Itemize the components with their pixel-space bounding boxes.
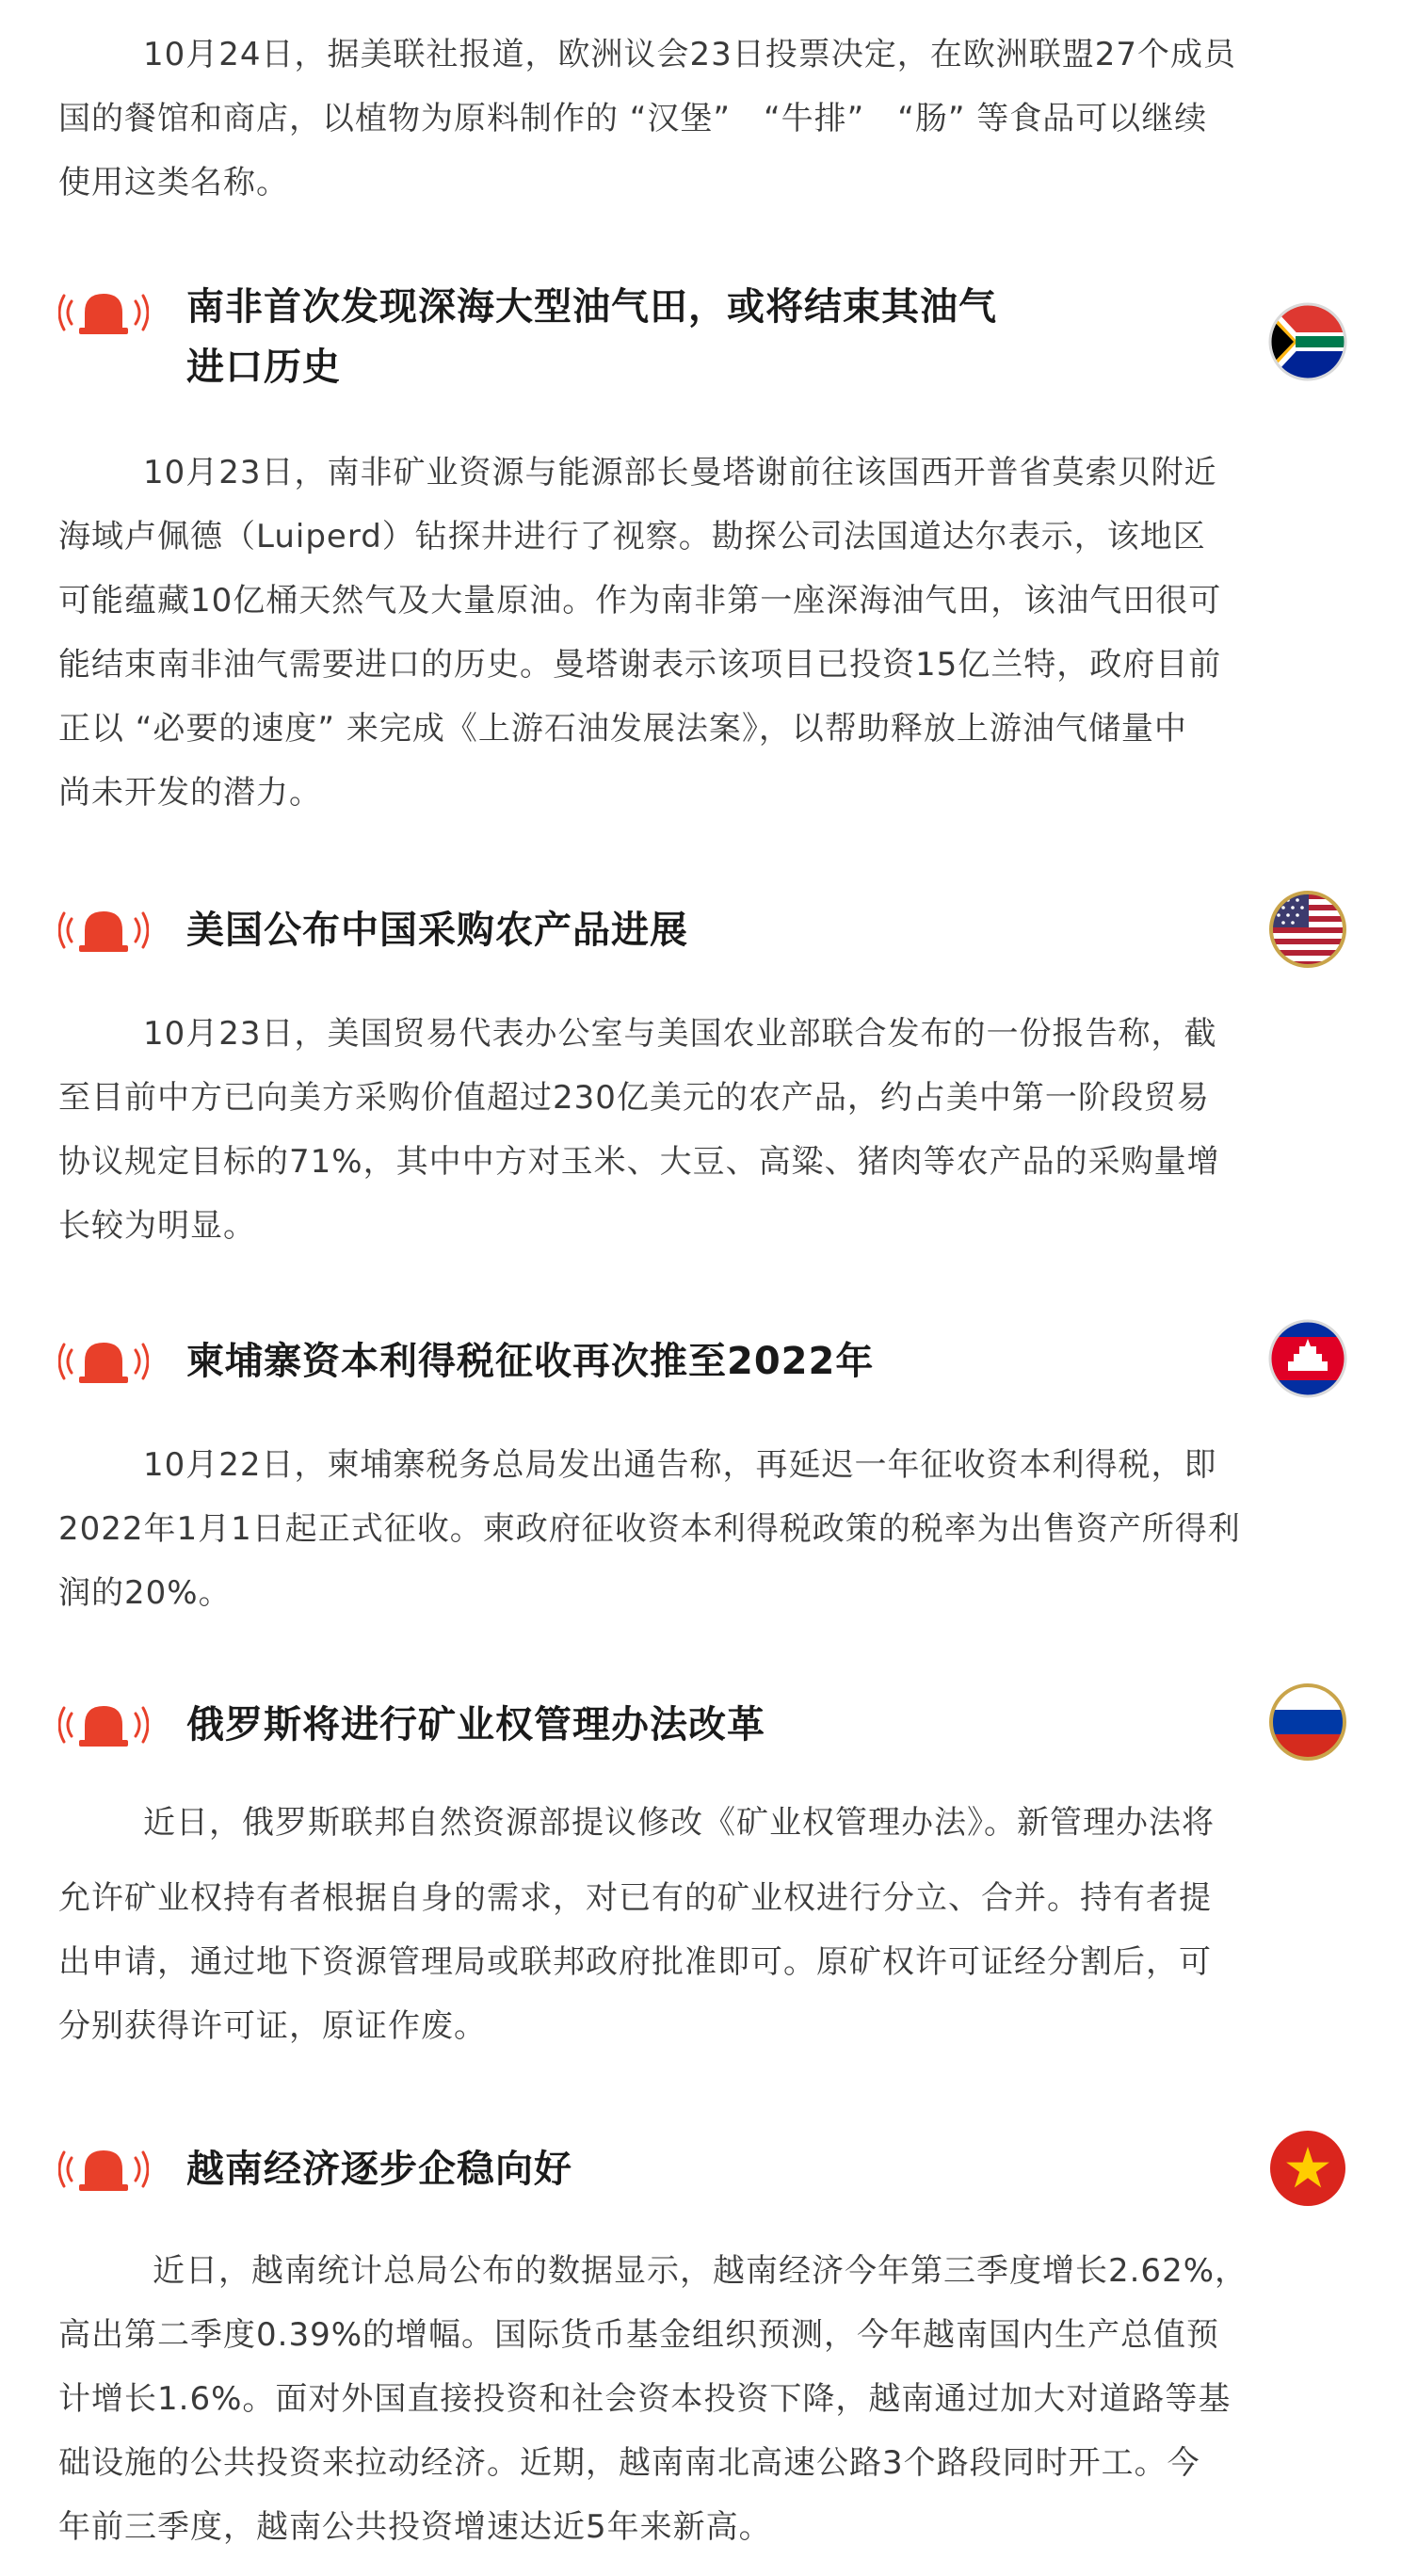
vietnam-flag-icon	[1267, 2128, 1348, 2209]
section-title: 俄罗斯将进行矿业权管理办法改革	[186, 1703, 765, 1747]
russia-flag-icon	[1267, 1682, 1348, 1763]
alarm-bell-icon	[58, 2141, 149, 2198]
alarm-bell-icon	[58, 902, 149, 958]
section-body-usa: 10月23日，美国贸易代表办公室与美国农业部联合发布的一份报告称，截 至目前中方已向美方采购价值超过230亿美元的农产品，约占美中第一阶段贸易 协议规定目标的71%，其中中方对玉米、大豆、高粱、猪肉等农产品的采购量增 长较为明显。	[58, 1015, 1220, 1245]
section-body-vietnam: 近日，越南统计总局公布的数据显示，越南经济今年第三季度增长2.62%， 高出第二季度0.39%的增幅。国际货币基金组织预测，今年越南国内生产总值预 计增长1.6%。面对外国直接投资和社会资本投资下降，越南通过加大对道路等基 础设施的公共投资来拉动经济。近期，越南南北高速公路3个路段同时开工。今 年前三季度，越南公共投资增速达近5年来新高。	[58, 2252, 1248, 2546]
section-title: 美国公布中国采购农产品进展	[186, 909, 688, 952]
section-title: 越南经济逐步企稳向好	[186, 2148, 572, 2191]
intro-paragraph: 10月24日，据美联社报道，欧洲议会23日投票决定，在欧洲联盟27个成员 国的餐馆和商店，以植物为原料制作的 “汉堡” “牛排” “肠” 等食品可以继续 使用这类名称。	[58, 36, 1237, 201]
section-title: 柬埔寨资本利得税征收再次推至2022年	[186, 1340, 875, 1383]
section-body-russia: 近日，俄罗斯联邦自然资源部提议修改《矿业权管理办法》。新管理办法将 允许矿业权持有者根据自身的需求，对已有的矿业权进行分立、合并。持有者提 出申请，通过地下资源管理局或联邦政府批准即可。原矿权许可证经分割后，可 分别获得许可证，原证作废。	[58, 1804, 1215, 2045]
section-body-south-africa: 10月23日，南非矿业资源与能源部长曼塔谢前往该国西开普省莫索贝附近 海域卢佩德（Luiperd）钻探井进行了视察。勘探公司法国道达尔表示，该地区 可能蕴藏10亿桶天然气及大量原油。作为南非第一座深海油气田，该油气田很可 能结束南非油气需要进口的历史。曼塔谢表示该项目已投资15亿兰特，政府目前 正以 “必要的速度” 来完成《上游石油发展法案》，以帮助释放上游油气储量中 尚未开发的潜力。	[58, 454, 1222, 812]
cambodia-flag-icon	[1267, 1318, 1348, 1399]
usa-flag-icon	[1267, 889, 1348, 970]
alarm-bell-icon	[58, 1333, 149, 1390]
south-africa-flag-icon	[1267, 301, 1348, 382]
alarm-bell-icon	[58, 1697, 149, 1753]
section-title: 南非首次发现深海大型油气田，或将结束其油气 进口历史	[186, 285, 997, 389]
section-body-cambodia: 10月22日，柬埔寨税务总局发出通告称，再延迟一年征收资本利得税，即 2022年1月1日起正式征收。柬政府征收资本利得税政策的税率为出售资产所得利 润的20%。	[58, 1446, 1241, 1612]
alarm-bell-icon	[58, 284, 149, 341]
